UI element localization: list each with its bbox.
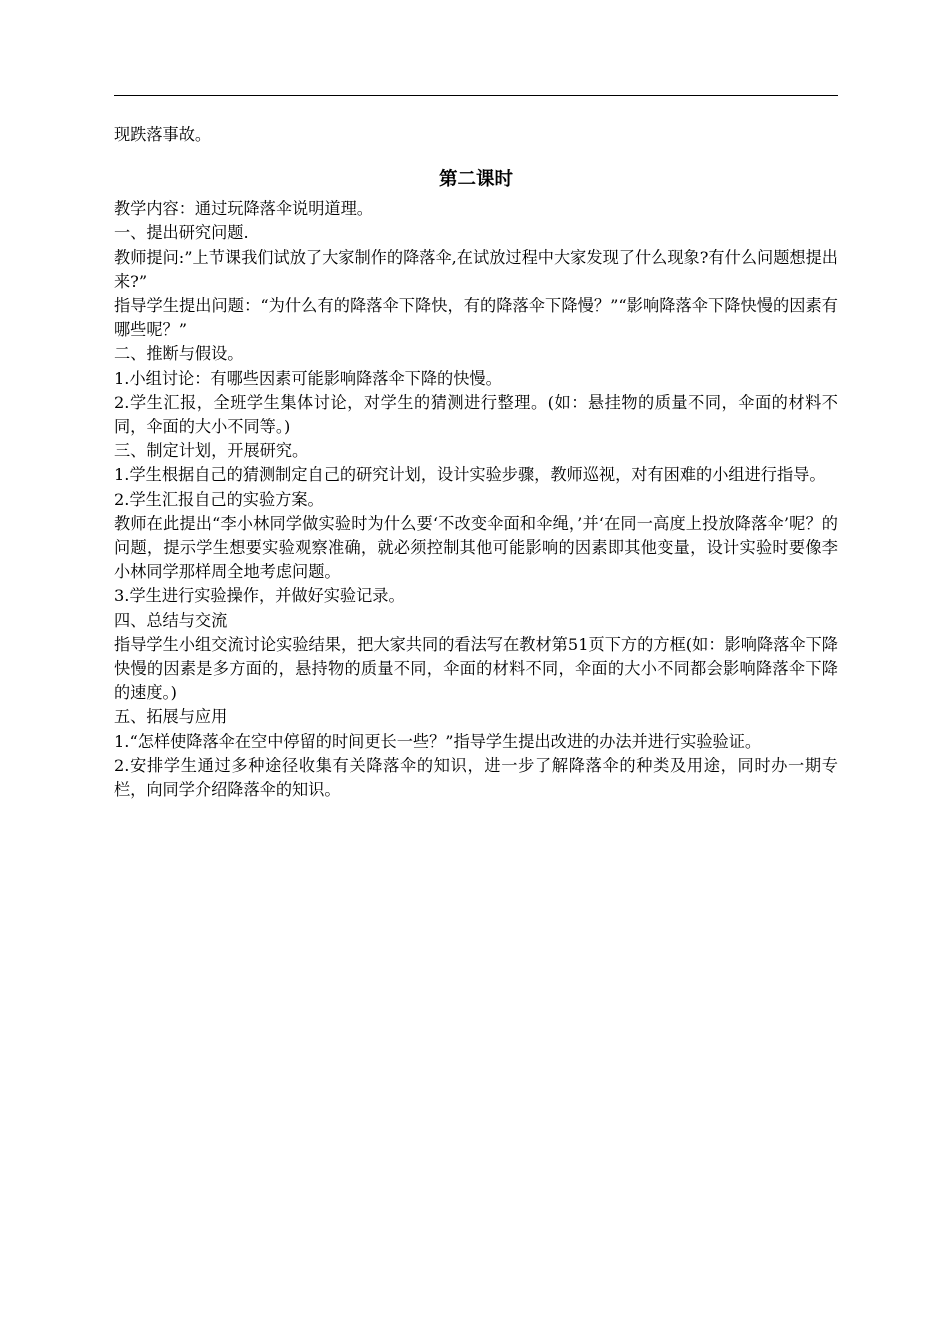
- heading-raise-questions: 一、提出研究问题.: [114, 223, 249, 243]
- heading-inference-hypothesis: 二、推断与假设。: [114, 344, 244, 364]
- list-item-collect-knowledge: 2.安排学生通过多种途径收集有关降落伞的知识，进一步了解降落伞的种类及用途，同时办一期专栏，向同学介绍降落伞的知识。: [114, 755, 838, 800]
- heading-summary-exchange: 四、总结与交流: [114, 610, 228, 630]
- paragraph-teaching-content: 教学内容：通过玩降落伞说明道理。: [114, 199, 373, 219]
- paragraph-guide-questions: 指导学生提出问题：“为什么有的降落伞下降快，有的降落伞下降慢？”“影响降落伞下降快慢的因素有哪些呢？”: [114, 296, 838, 340]
- list-item-report-plan: 2.学生汇报自己的实验方案。: [114, 489, 324, 509]
- intro-tail: 现跌落事故。: [114, 125, 212, 144]
- list-item-research-plan: 1.学生根据自己的猜测制定自己的研究计划，设计实验步骤，教师巡视，对有困难的小组进行指导。: [114, 465, 826, 485]
- header-rule: [114, 95, 838, 96]
- paragraph-summary: 指导学生小组交流讨论实验结果，把大家共同的看法写在教材第51页下方的方框(如：影响降落伞下降快慢的因素是多方面的，悬持物的质量不同，伞面的材料不同，伞面的大小不同都会影响降落伞下降的速度。): [114, 634, 838, 703]
- paragraph-teacher-question: 教师提问:”上节课我们试放了大家制作的降落伞,在试放过程中大家发现了什么现象?有什么问题想提出来?”: [114, 247, 838, 291]
- section-title: 第二课时: [438, 169, 513, 191]
- heading-extension: 五、拓展与应用: [114, 707, 228, 727]
- paragraph-teacher-prompt: 教师在此提出“李小林同学做实验时为什么要‘不改变伞面和伞绳，’并‘在同一高度上投放降落伞’呢？的问题，提示学生想要实验观察准确，就必须控制其他可能影响的因素即其他变量，设计实验时要像李小林同学那样周全地考虑问题。: [114, 513, 838, 582]
- list-item-student-report: 2.学生汇报，全班学生集体讨论，对学生的猜测进行整理。(如：悬挂物的质量不同，伞面的材料不同，伞面的大小不同等。): [114, 392, 838, 437]
- heading-make-plan: 三、制定计划，开展研究。: [114, 441, 309, 461]
- list-item-experiment: 3.学生进行实验操作，并做好实验记录。: [114, 586, 405, 606]
- list-item-group-discussion: 1.小组讨论：有哪些因素可能影响降落伞下降的快慢。: [114, 368, 502, 388]
- list-item-improve: 1.“怎样使降落伞在空中停留的时间更长一些？”指导学生提出改进的办法并进行实验验证。: [114, 731, 762, 751]
- document-body: [114, 123, 838, 802]
